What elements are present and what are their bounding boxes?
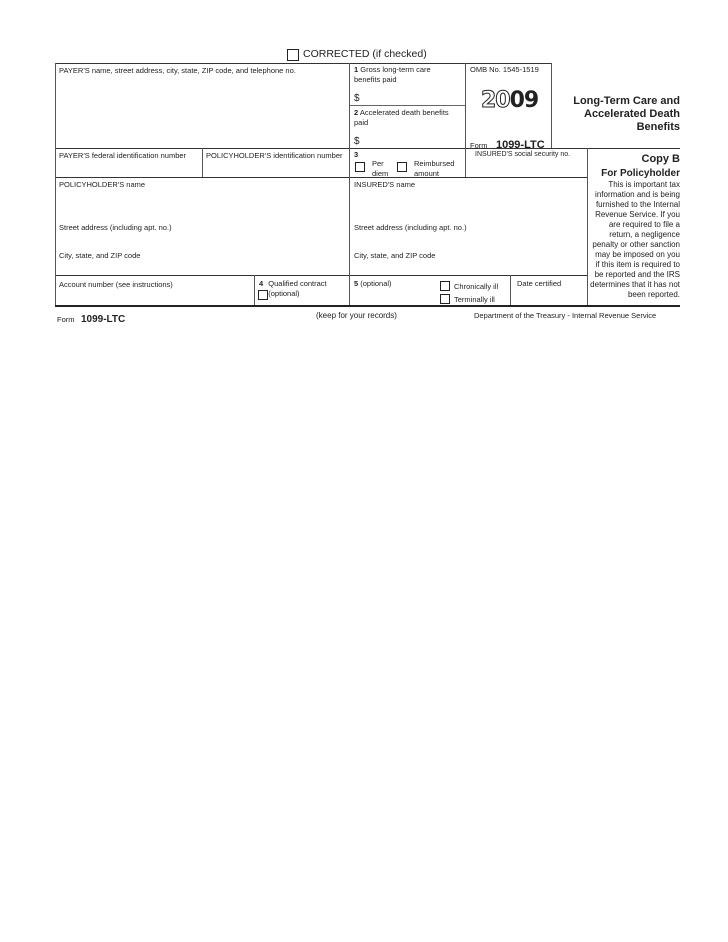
omb-number: OMB No. 1545-1519 [470,65,539,74]
policyholder-id-label: POLICYHOLDER'S identification number [206,151,343,160]
per-diem-checkbox[interactable] [355,162,365,172]
chronically-ill-checkbox[interactable] [440,281,450,291]
form-id-bottom [57,309,125,327]
box4-text: Qualified contract (optional) [268,279,327,298]
box5-number: 5 [354,279,359,288]
vrule-omb-left [465,63,466,177]
box2-amount-field[interactable] [362,135,462,147]
reimbursed-label: Reimbursed amount [414,159,455,178]
vrule-date-left [510,275,511,305]
rule-row3-bottom [55,275,587,276]
box1-number: 1 [354,65,359,74]
rule-form-bottom [55,305,680,307]
tax-year-outline: 20 [481,88,510,113]
vrule-left [55,63,56,305]
terminally-ill-label: Terminally ill [454,295,495,304]
insured-ssn-label: INSURED'S social security no. [475,151,571,158]
insured-name-label: INSURED'S name [354,180,416,189]
notice-text: This is important tax information and is being furnished to the Internal Revenue Service. If you are required to file a return, a negligence penalty or other sanction may be imposed on you if this item is required to be reported and the IRS determines that it has not been reported. [590,180,680,299]
box1-label [354,65,459,84]
vrule-box4-left [254,275,255,305]
rule-top [55,63,551,64]
insured-street-label: Street address (including apt. no.) [354,223,467,232]
vrule-payer-right [349,63,350,305]
rule-row2-bottom [55,177,587,178]
vrule-omb-right [551,63,552,148]
insured-city-label: City, state, and ZIP code [354,251,436,260]
box3-number: 3 [354,150,359,159]
for-policyholder: For Policyholder [601,168,680,179]
box1-dollar: $ [354,93,360,104]
box2-label [354,108,459,127]
account-number-label: Account number (see instructions) [59,280,173,289]
box2-dollar: $ [354,136,360,147]
box1-amount-field[interactable] [362,92,462,104]
corrected-checkbox[interactable] [287,49,299,61]
box2-text: Accelerated death benefits paid [354,108,449,127]
box5-label [354,279,392,289]
policyholder-street-label: Street address (including apt. no.) [59,223,172,232]
policyholder-city-label: City, state, and ZIP code [59,251,141,260]
vrule-copyb-left [587,148,588,305]
date-certified-label: Date certified [517,279,562,288]
vrule-ids [202,148,203,177]
tax-year [481,88,538,113]
qualified-contract-checkbox[interactable] [258,290,268,300]
copy-label: Copy B [641,153,680,165]
policyholder-name-label: POLICYHOLDER'S name [59,180,146,189]
box4-label [259,279,344,298]
per-diem-label: Per diem [372,159,389,178]
form-word-bottom: Form [57,315,75,324]
payer-name-label: PAYER'S name, street address, city, state, ZIP code, and telephone no. [59,66,296,75]
keep-records: (keep for your records) [316,311,397,320]
reimbursed-checkbox[interactable] [397,162,407,172]
payer-fed-id-label: PAYER'S federal identification number [59,151,187,160]
box1-text: Gross long-term care benefits paid [354,65,431,84]
chronically-ill-label: Chronically ill [454,282,499,291]
rule-box1-bottom [349,105,465,106]
terminally-ill-checkbox[interactable] [440,294,450,304]
box4-number: 4 [259,279,264,288]
tax-year-solid: 09 [509,88,539,113]
department-line: Department of the Treasury - Internal Revenue Service [474,311,657,320]
form-word-top: Form [470,141,488,150]
form-title: Long-Term Care and Accelerated Death Benefits [573,95,680,133]
corrected-label: CORRECTED (if checked) [303,48,427,60]
form-name-bottom: 1099-LTC [80,314,126,325]
form-name-top: 1099-LTC [495,139,545,151]
box5-text: (optional) [360,279,392,288]
box2-number: 2 [354,108,359,117]
